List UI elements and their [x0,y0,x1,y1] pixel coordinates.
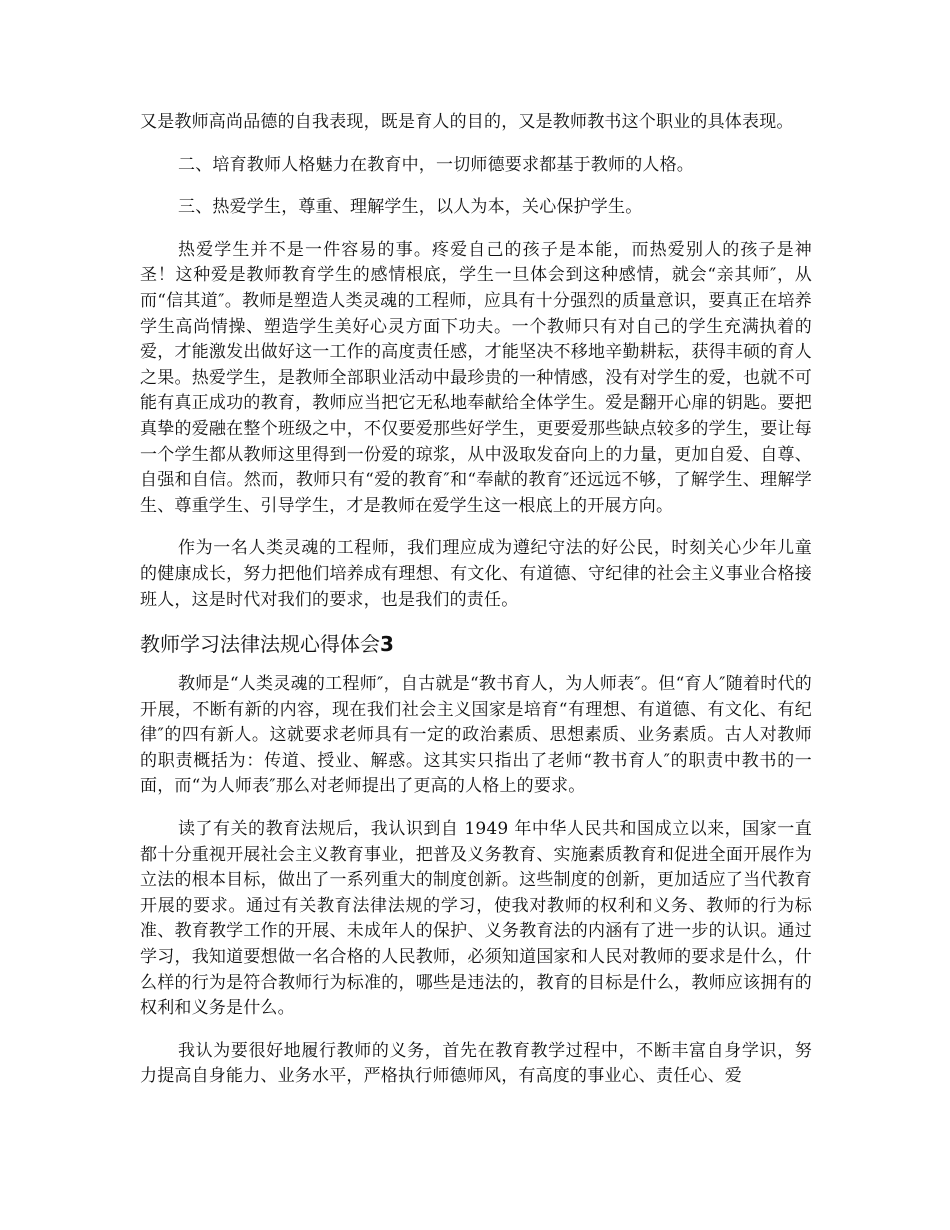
paragraph-teacher-role: 教师是“人类灵魂的工程师″，自古就是“教书育人，为人师表″。但“育人″随着时代的开展，不断有新的内容，现在我们社会主义国家是培育“有理想、有道德、有文化、有纪律″的四有新人。这就要求老师具有一定的政治素质、思想素质、业务素质。古人对教师的职责概括为：传道、授业、解惑。这其实只指出了老师“教书育人″的职责中教书的一面，而“为人师表″那么对老师提出了更高的人格上的要求。 [140,674,812,797]
paragraph-teacher-duty: 我认为要很好地履行教师的义务，首先在教育教学过程中，不断丰富自身学识，努力提高自身能力、业务水平，严格执行师德师风，有高度的事业心、责任心、爱 [140,1040,812,1087]
document-page [140,110,812,1107]
heading-text: 教师学习法律法规心得体会 [140,632,380,657]
paragraph-continuation: 又是教师高尚品德的自我表现，既是育人的目的，又是教师教书这个职业的具体表现。 [140,112,794,132]
paragraph-education-law: 读了有关的教育法规后，我认识到自 1949 年中华人民共和国成立以来，国家一直都十分重视开展社会主义教育事业，把普及义务教育、实施素质教育和促进全面开展作为立法的根本目标，做出了一系列重大的制度创新。这些制度的创新，更加适应了当代教育开展的要求。通过有关教育法律法规的学习，使我对教师的权利和义务、教师的行为标准、教育教学工作的开展、未成年人的保护、义务教育法的内涵有了进一步的认识。通过学习，我知道要想做一名合格的人民教师，必须知道国家和人民对教师的要求是什么，什么样的行为是符合教师行为标准的，哪些是违法的，教育的目标是什么，教师应该拥有的权利和义务是什么。 [140,819,812,1019]
paragraph-section-two: 二、培育教师人格魅力在教育中，一切师德要求都基于教师的人格。 [178,154,694,175]
heading-number: 3 [380,632,394,657]
paragraph-love-students: 热爱学生并不是一件容易的事。疼爱自己的孩子是本能，而热爱别人的孩子是神圣！这种爱是教师教育学生的感情根底，学生一旦体会到这种感情，就会“亲其师″，从而“信其道″。教师是塑造人类灵魂的工程师，应具有十分强烈的质量意识，要真正在培养学生高尚情操、塑造学生美好心灵方面下功夫。一个教师只有对自己的学生充满执着的爱，才能激发出做好这一工作的高度责任感，才能坚决不移地辛勤耕耘，获得丰硕的育人之果。热爱学生，是教师全部职业活动中最珍贵的一种情感，没有对学生的爱，也就不可能有真正成功的教育，教师应当把它无私地奉献给全体学生。爱是翻开心扉的钥匙。要把真挚的爱融在整个班级之中，不仅要爱那些好学生，更要爱那些缺点较多的学生，要让每一个学生都从教师这里得到一份爱的琼浆，从中汲取发奋向上的力量，更加自爱、自尊、自强和自信。然而，教师只有“爱的教育″和“奉献的教育″还远远不够，了解学生、理解学生、尊重学生、引导学生，才是教师在爱学生这一根底上的开展方向。 [140,239,812,516]
section-heading [140,630,812,658]
paragraph-engineer-of-souls: 作为一名人类灵魂的工程师，我们理应成为遵纪守法的好公民，时刻关心少年儿童的健康成长，努力把他们培养成有理想、有文化、有道德、守纪律的社会主义事业合格接班人，这是时代对我们的要求，也是我们的责任。 [140,538,812,610]
paragraph-section-three: 三、热爱学生，尊重、理解学生，以人为本，关心保护学生。 [178,197,643,218]
